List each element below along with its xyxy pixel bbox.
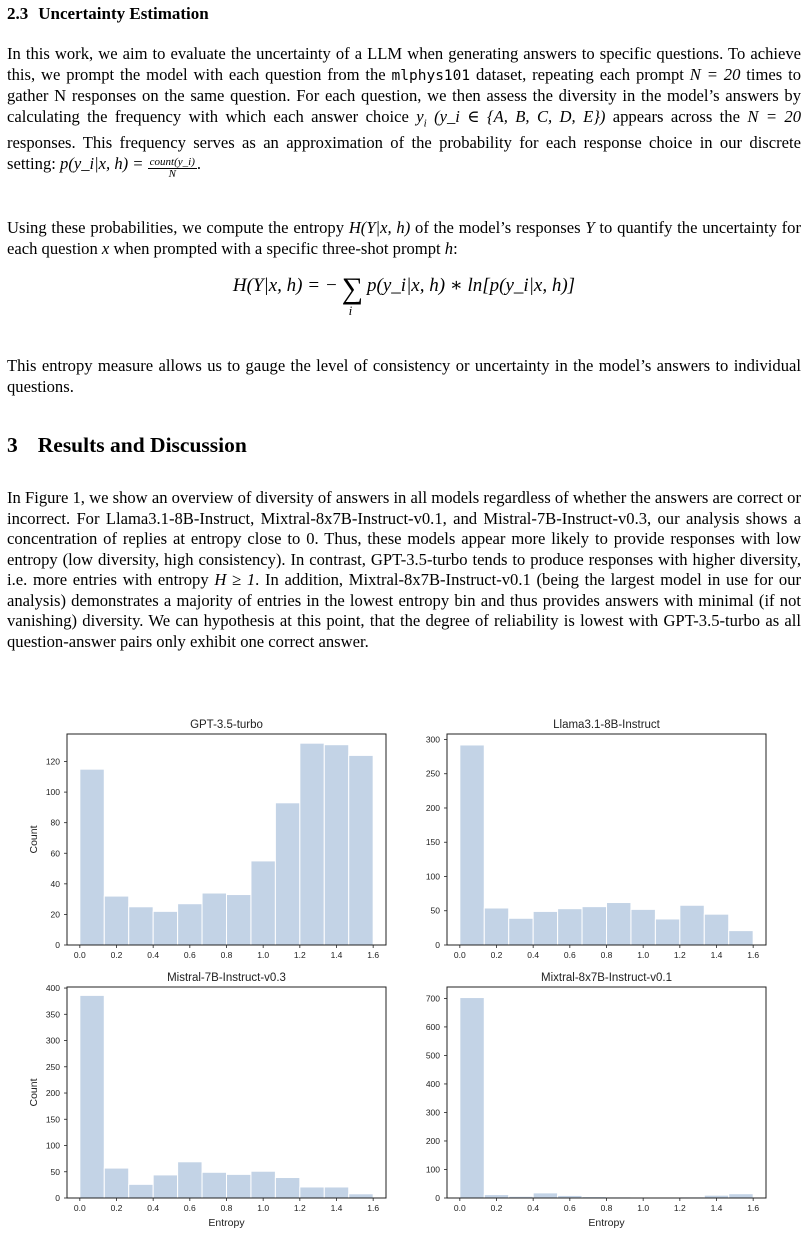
histogram-bar [533,911,557,945]
y-tick-label: 350 [45,1009,60,1020]
x-tick-label: 1.0 [637,950,650,960]
y-tick-label: 150 [425,837,440,848]
x-tick-label: 0.2 [490,1203,503,1213]
y-tick-label: 120 [45,756,60,767]
y-tick-label: 0 [55,940,60,950]
subsection-title: Uncertainty Estimation [38,4,209,23]
x-tick-label: 0.6 [183,950,196,960]
math-answer-set: (y_i ∈ {A, B, C, D, E}) [426,106,606,126]
histogram-bar [202,1172,226,1198]
x-tick-label: 0.2 [110,1203,123,1213]
equation-lhs: H(Y|x, h) = − [232,275,338,296]
histogram-bar [153,1175,177,1198]
y-tick-label: 50 [430,905,440,916]
x-tick-label: 0.4 [527,950,540,960]
x-tick-label: 1.4 [330,950,343,960]
plot-frame [67,987,386,1198]
x-tick-label: 1.2 [673,950,686,960]
histogram-bar [680,905,704,945]
histogram-bar [153,911,177,945]
y-axis-label: Count [28,825,40,854]
x-tick-label: 1.2 [673,1203,686,1213]
x-tick-label: 0.4 [147,1203,160,1213]
histogram-bar [275,1178,299,1198]
x-tick-label: 1.4 [710,1203,723,1213]
x-tick-label: 1.6 [747,950,760,960]
x-tick-label: 0.6 [183,1203,196,1213]
x-tick-label: 0.4 [527,1203,540,1213]
x-tick-label: 0.8 [600,1203,613,1213]
x-tick-label: 1.4 [710,950,723,960]
text-run: times to gather N responses on the same question. For each question, we then assess the diversity in the model’s answers by calculating the frequency with which each answer choice [7,64,801,126]
text-run: dataset, repeating each prompt [470,64,690,84]
text-run: . In addition, Mixtral-8x7B-Instruct-v0.1 (being the largest model in use for our analysis) demonstrates a majority of entries in the lowest entropy bin and thus provides answers with minimal (if not vanishing) diversity. We can hypothesis at this point, that the degree of reliability is lowest with GPT-3.5-turbo as all question-answer pairs only exhibit one correct answer. [7,570,802,651]
x-tick-label: 0.8 [600,950,613,960]
text-run: when prompted with a specific three-shot prompt [109,238,445,258]
histogram-bar [533,1193,557,1198]
text-run: of the model’s responses [410,218,586,237]
x-tick-label: 1.6 [747,1203,760,1213]
x-tick-label: 1.0 [637,1203,650,1213]
x-tick-label: 0.0 [73,950,86,960]
histogram-bar [324,1187,348,1198]
chart-title: Mixtral-8x7B-Instruct-v0.1 [540,972,673,984]
histogram-panel-2 [426,719,766,960]
histogram-bar [631,909,655,945]
math-n-equals: N = 20 [689,64,741,84]
x-tick-label: 0.8 [220,950,233,960]
math-prob-lhs: p(y_i|x, h) = [60,153,148,173]
text-run: : [453,238,458,258]
text-run: Using these probabilities, we compute the entropy [7,218,349,237]
histogram-bar [349,755,373,945]
math-x: x [101,238,110,258]
histogram-bar [460,745,484,945]
histogram-bar [349,1194,373,1198]
histogram-bar [704,914,728,945]
y-tick-label: 100 [45,787,60,798]
histogram-bar [484,1195,508,1198]
math-entropy: H(Y|x, h) [348,218,411,237]
histogram-bar [251,861,275,945]
y-tick-label: 500 [425,1050,440,1061]
histogram-bar [275,803,299,945]
x-tick-label: 0.0 [73,1203,86,1213]
chart-title: Mistral-7B-Instruct-v0.3 [167,972,286,984]
math-h-ge-1: H ≥ 1 [214,570,256,589]
text-run: In this work, we aim to evaluate the uncertainty of a LLM when generating answers to specific questions. To achieve this, we prompt the model with each question from the [7,44,801,84]
histogram-bar [558,909,582,945]
histogram-bar [582,907,606,945]
histogram-bar [460,998,484,1198]
y-tick-label: 0 [435,1193,440,1203]
histogram-bar [227,895,251,945]
y-tick-label: 600 [425,1021,440,1032]
y-tick-label: 80 [50,817,60,828]
y-tick-label: 50 [50,1166,60,1177]
x-tick-label: 1.2 [293,1203,306,1213]
histogram-bar [202,893,226,945]
histogram-bar [129,1184,153,1198]
histogram-panel-3 [28,972,386,1229]
math-fraction: $\frac{\text{count(y\_i)}}{N}$ [149,155,195,180]
histogram-bar [729,931,753,945]
histogram-bar [607,903,631,945]
histogram-bar [129,907,153,945]
y-tick-label: 100 [45,1140,60,1151]
math-yi: $y_i$ [416,106,427,129]
y-tick-label: 60 [50,848,60,859]
plot-frame [447,987,766,1198]
x-tick-label: 0.6 [563,950,576,960]
y-tick-label: 250 [45,1061,60,1072]
text-run: responses. This frequency serves as an approximation of the probability for each response choice in our discrete setting: [7,133,801,173]
x-tick-label: 1.6 [367,1203,380,1213]
y-tick-label: 0 [55,1193,60,1203]
histogram-panel-1 [28,719,386,960]
text-run: . [196,153,202,173]
x-tick-label: 1.6 [367,950,380,960]
histogram-bar [227,1174,251,1198]
x-axis-label: Entropy [208,1217,245,1229]
math-n-equals-2: N = 20 [747,106,801,126]
summation-index: i [348,303,353,318]
histogram-bar [484,908,508,945]
histogram-bar [300,1187,324,1198]
x-tick-label: 1.2 [293,950,306,960]
x-tick-label: 0.6 [563,1203,576,1213]
text-run: to quantify the uncertainty for each question [7,218,802,258]
histogram-bar [178,1162,202,1198]
y-tick-label: 200 [45,1088,60,1099]
x-axis-label: Entropy [588,1217,625,1229]
histogram-bar [509,918,533,945]
y-tick-label: 200 [425,1135,440,1146]
y-tick-label: 700 [425,993,440,1004]
text-run: In Figure 1, we show an overview of diversity of answers in all models regardless of whether the answers are correct or incorrect. For Llama3.1-8B-Instruct, Mixtral-8x7B-Instruct-v0.1, and Mistral-7B-Instruct-v0.3, our analysis shows a concentration of replies at entropy close to 0. Thus, these models appear more likely to provide responses with low entropy (low diversity, high consistency). In contrast, GPT-3.5-turbo tends to produce responses with higher diversity, i.e. more entries with entropy [7,488,801,589]
x-tick-label: 0.4 [147,950,160,960]
y-tick-label: 100 [425,1164,440,1175]
math-y: Y [585,218,595,237]
paragraph-entropy-purpose: This entropy measure allows us to gauge the level of consistency or uncertainty in the model’s answers to individual questions. [7,356,801,396]
dataset-name: mlphys101 [391,67,471,84]
y-tick-label: 400 [45,983,60,994]
subsection-number: 2.3 [7,4,29,23]
x-tick-label: 1.4 [330,1203,343,1213]
chart-title: Llama3.1-8B-Instruct [553,719,660,731]
y-tick-label: 200 [425,802,440,813]
x-tick-label: 0.2 [490,950,503,960]
histogram-bar [729,1194,753,1198]
y-tick-label: 20 [50,909,60,920]
equation-rhs: p(y_i|x, h) ∗ ln[p(y_i|x, h)] [367,275,576,296]
y-axis-label: Count [28,1078,40,1107]
y-tick-label: 250 [425,768,440,779]
histogram-bar [251,1171,275,1198]
histogram-bar [80,769,104,945]
y-tick-label: 0 [435,940,440,950]
y-tick-label: 400 [425,1078,440,1089]
histogram-bar [178,904,202,945]
chart-title: GPT-3.5-turbo [190,719,263,731]
histogram-bar [655,919,679,945]
histogram-bar [80,995,104,1198]
x-tick-label: 0.2 [110,950,123,960]
histogram-bar [300,743,324,945]
histogram-panel-4 [426,972,766,1229]
section-number: 3 [7,433,18,457]
y-tick-label: 300 [425,734,440,745]
y-tick-label: 300 [45,1035,60,1046]
y-tick-label: 300 [425,1107,440,1118]
x-tick-label: 1.0 [257,950,270,960]
y-tick-label: 40 [50,878,60,889]
summation-symbol: ∑ i [341,272,364,318]
math-h: h [444,238,454,258]
text-run: appears across the [605,106,748,126]
x-tick-label: 1.0 [257,1203,270,1213]
x-tick-label: 0.0 [453,950,466,960]
histogram-bar [104,1168,128,1198]
section-title: Results and Discussion [37,433,247,457]
y-tick-label: 100 [425,871,440,882]
histogram-bar [104,896,128,945]
histogram-bar [324,745,348,945]
y-tick-label: 150 [45,1114,60,1125]
x-tick-label: 0.0 [453,1203,466,1213]
x-tick-label: 0.8 [220,1203,233,1213]
